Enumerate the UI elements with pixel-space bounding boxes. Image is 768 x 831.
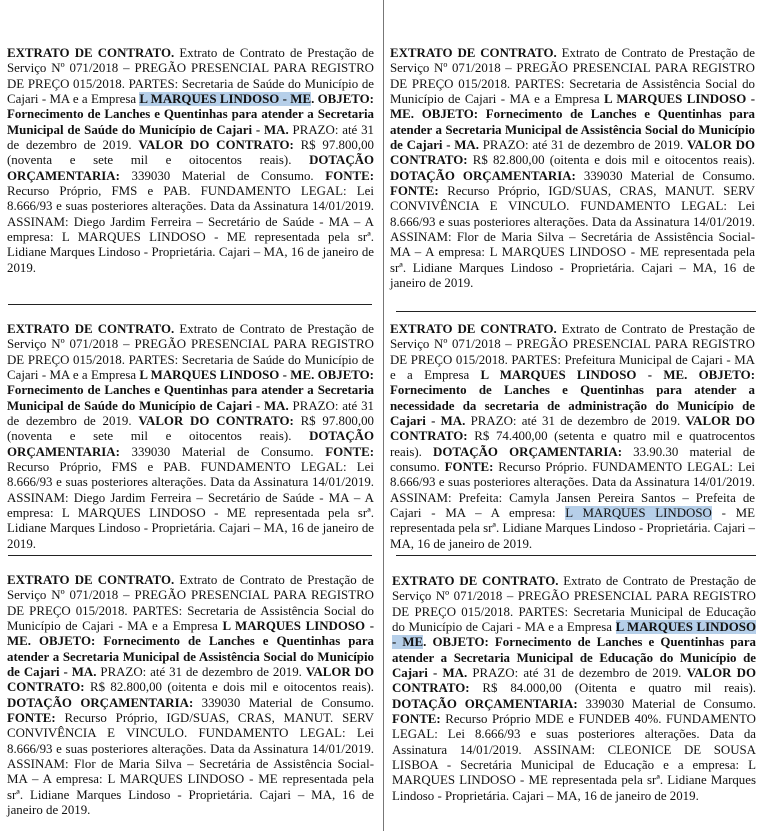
company-name: L MARQUES LINDOSO - ME (390, 92, 755, 122)
contract-extract-saude-1 (7, 46, 374, 276)
extract-title: EXTRATO DE CONTRATO. (392, 574, 559, 588)
company-name-highlight: L MARQUES LINDOSO - ME (392, 620, 756, 650)
extract-text: EXTRATO DE CONTRATO. Extrato de Contrato de Prestação de Serviço Nº 071/2018 – PREGÃO PRESENCIAL PARA REGISTRO DE PREÇO 015/2018. PARTES: Secretaria de Saúde do Município de Cajari - MA e a Empresa L MARQUES LINDOSO - ME. OBJETO: Fornecimento de Lanches e Quentinhas para atender a Secretaria Municipal de Saúde do Município de Cajari - MA. PRAZO: até 31 de dezembro de 2019. VALOR DO CONTRATO: R$ 97.800,00 (noventa e sete mil e oitocentos reais). DOTAÇÃO ORÇAMENTARIA: 339030 Material de Consumo. FONTE: Recurso Próprio, FMS e PAB. FUNDAMENTO LEGAL: Lei 8.666/93 e suas posteriores alterações. Data da Assinatura 14/01/2019. ASSINAM: Diego Jardim Ferreira – Secretário de Saúde - MA – A empresa: L MARQUES LINDOSO - ME representada pela srª. Lidiane Marques Lindoso - Proprietária. Cajari – MA, 16 de janeiro de 2019. (7, 46, 374, 275)
company-name-highlight: L MARQUES LINDOSO (565, 506, 712, 521)
extract-title: EXTRATO DE CONTRATO. (390, 322, 557, 336)
company-name: L MARQUES LINDOSO - ME (480, 368, 685, 383)
extract-title: EXTRATO DE CONTRATO. (390, 46, 557, 60)
extract-text: EXTRATO DE CONTRATO. Extrato de Contrato de Prestação de Serviço Nº 071/2018 – PREGÃO PRESENCIAL PARA REGISTRO DE PREÇO 015/2018. PARTES: Prefeitura Municipal de Cajari - MA e a Empresa L MARQUES LINDOSO - ME. OBJETO: Fornecimento de Lanches e Quentinhas para atender a necessidade da secretaria de administração do Município de Cajari - MA. PRAZO: até 31 de dezembro de 2019. VALOR DO CONTRATO: R$ 74.400,00 (setenta e quatro mil e quatrocentos reais). DOTAÇÃO ORÇAMENTARIA: 33.90.30 material de consumo. FONTE: Recurso Próprio. FUNDAMENTO LEGAL: Lei 8.666/93 e suas posteriores alterações. Data da Assinatura 14/01/2019. ASSINAM: Prefeita: Camyla Jansen Pereira Santos – Prefeita de Cajari - MA – A empresa: L MARQUES LINDOSO - ME representada pela srª. Lidiane Marques Lindoso - Proprietária. Cajari – MA, 16 de janeiro de 2019. (390, 322, 755, 551)
contract-extract-administracao (390, 322, 755, 552)
separator-rule (8, 304, 372, 305)
contract-extract-educacao (392, 574, 756, 804)
contract-extract-assistencia-2 (7, 573, 374, 819)
extract-title: EXTRATO DE CONTRATO. (7, 573, 175, 587)
contract-extract-saude-2 (7, 322, 374, 552)
extract-title: EXTRATO DE CONTRATO. (7, 322, 175, 336)
separator-rule (8, 555, 372, 556)
column-divider (383, 0, 384, 831)
extract-text: EXTRATO DE CONTRATO. Extrato de Contrato de Prestação de Serviço Nº 071/2018 – PREGÃO PRESENCIAL PARA REGISTRO DE PREÇO 015/2018. PARTES: Secretaria de Saúde do Município de Cajari - MA e a Empresa L MARQUES LINDOSO - ME. OBJETO: Fornecimento de Lanches e Quentinhas para atender a Secretaria Municipal de Saúde do Município de Cajari - MA. PRAZO: até 31 de dezembro de 2019. VALOR DO CONTRATO: R$ 97.800,00 (noventa e sete mil e oitocentos reais). DOTAÇÃO ORÇAMENTARIA: 339030 Material de Consumo. FONTE: Recurso Próprio, FMS e PAB. FUNDAMENTO LEGAL: Lei 8.666/93 e suas posteriores alterações. Data da Assinatura 14/01/2019. ASSINAM: Diego Jardim Ferreira – Secretário de Saúde - MA – A empresa: L MARQUES LINDOSO - ME representada pela srª. Lidiane Marques Lindoso - Proprietária. Cajari – MA, 16 de janeiro de 2019. (7, 322, 374, 551)
company-name-highlight: L MARQUES LINDOSO - ME (139, 92, 312, 107)
extract-text: EXTRATO DE CONTRATO. Extrato de Contrato de Prestação de Serviço Nº 071/2018 – PREGÃO PRESENCIAL PARA REGISTRO DE PREÇO 015/2018. PARTES: Secretaria de Assistência Social do Município de Cajari - MA e a Empresa L MARQUES LINDOSO - ME. OBJETO: Fornecimento de Lanches e Quentinhas para atender a Secretaria Municipal de Assistência Social do Município de Cajari - MA. PRAZO: até 31 de dezembro de 2019. VALOR DO CONTRATO: R$ 82.800,00 (oitenta e dois mil e oitocentos reais). DOTAÇÃO ORÇAMENTARIA: 339030 Material de Consumo. FONTE: Recurso Próprio, IGD/SUAS, CRAS, MANUT. SERV CONVIVÊNCIA E VINCULO. FUNDAMENTO LEGAL: Lei 8.666/93 e suas posteriores alterações. Data da Assinatura 14/01/2019. ASSINAM: Flor de Maria Silva – Secretária de Assistência Social- MA – A empresa: L MARQUES LINDOSO - ME representada pela srª. Lidiane Marques Lindoso - Proprietária. Cajari – MA, 16 de janeiro de 2019. (390, 46, 755, 291)
extract-title: EXTRATO DE CONTRATO. (7, 46, 175, 60)
extract-text: EXTRATO DE CONTRATO. Extrato de Contrato de Prestação de Serviço Nº 071/2018 – PREGÃO PRESENCIAL PARA REGISTRO DE PREÇO 015/2018. PARTES: Secretaria Municipal de Educação do Município de Cajari - MA e a Empresa L MARQUES LINDOSO - ME. OBJETO: Fornecimento de Lanches e Quentinhas para atender a Secretaria Municipal de Educação do Município de Cajari - MA. PRAZO: até 31 de dezembro de 2019. VALOR DO CONTRATO: R$ 84.000,00 (Oitenta e quatro mil reais). DOTAÇÃO ORÇAMENTARIA: 339030 Material de Consumo. FONTE: Recurso Próprio MDE e FUNDEB 40%. FUNDAMENTO LEGAL: Lei 8.666/93 e suas posteriores alterações. Data da Assinatura 14/01/2019. ASSINAM: CLEONICE DE SOUSA LISBOA - Secretária Municipal de Educação e a empresa: L MARQUES LINDOSO - ME representada pela srª. Lidiane Marques Lindoso - Proprietária. Cajari – MA, 16 de janeiro de 2019. (392, 574, 757, 803)
company-name: L MARQUES LINDOSO - ME (7, 619, 375, 649)
company-name: L MARQUES LINDOSO - ME (139, 368, 312, 383)
separator-rule (396, 555, 756, 556)
extract-text: EXTRATO DE CONTRATO. Extrato de Contrato de Prestação de Serviço Nº 071/2018 – PREGÃO PRESENCIAL PARA REGISTRO DE PREÇO 015/2018. PARTES: Secretaria de Assistência Social do Município de Cajari - MA e a Empresa L MARQUES LINDOSO - ME. OBJETO: Fornecimento de Lanches e Quentinhas para atender a Secretaria Municipal de Assistência Social do Município de Cajari - MA. PRAZO: até 31 de dezembro de 2019. VALOR DO CONTRATO: R$ 82.800,00 (oitenta e dois mil e oitocentos reais). DOTAÇÃO ORÇAMENTARIA: 339030 Material de Consumo. FONTE: Recurso Próprio, IGD/SUAS, CRAS, MANUT. SERV CONVIVÊNCIA E VINCULO. FUNDAMENTO LEGAL: Lei 8.666/93 e suas posteriores alterações. Data da Assinatura 14/01/2019. ASSINAM: Flor de Maria Silva – Secretária de Assistência Social- MA – A empresa: L MARQUES LINDOSO - ME representada pela srª. Lidiane Marques Lindoso - Proprietária. Cajari – MA, 16 de janeiro de 2019. (7, 573, 375, 818)
separator-rule (396, 311, 756, 312)
contract-extract-assistencia-1 (390, 46, 755, 292)
